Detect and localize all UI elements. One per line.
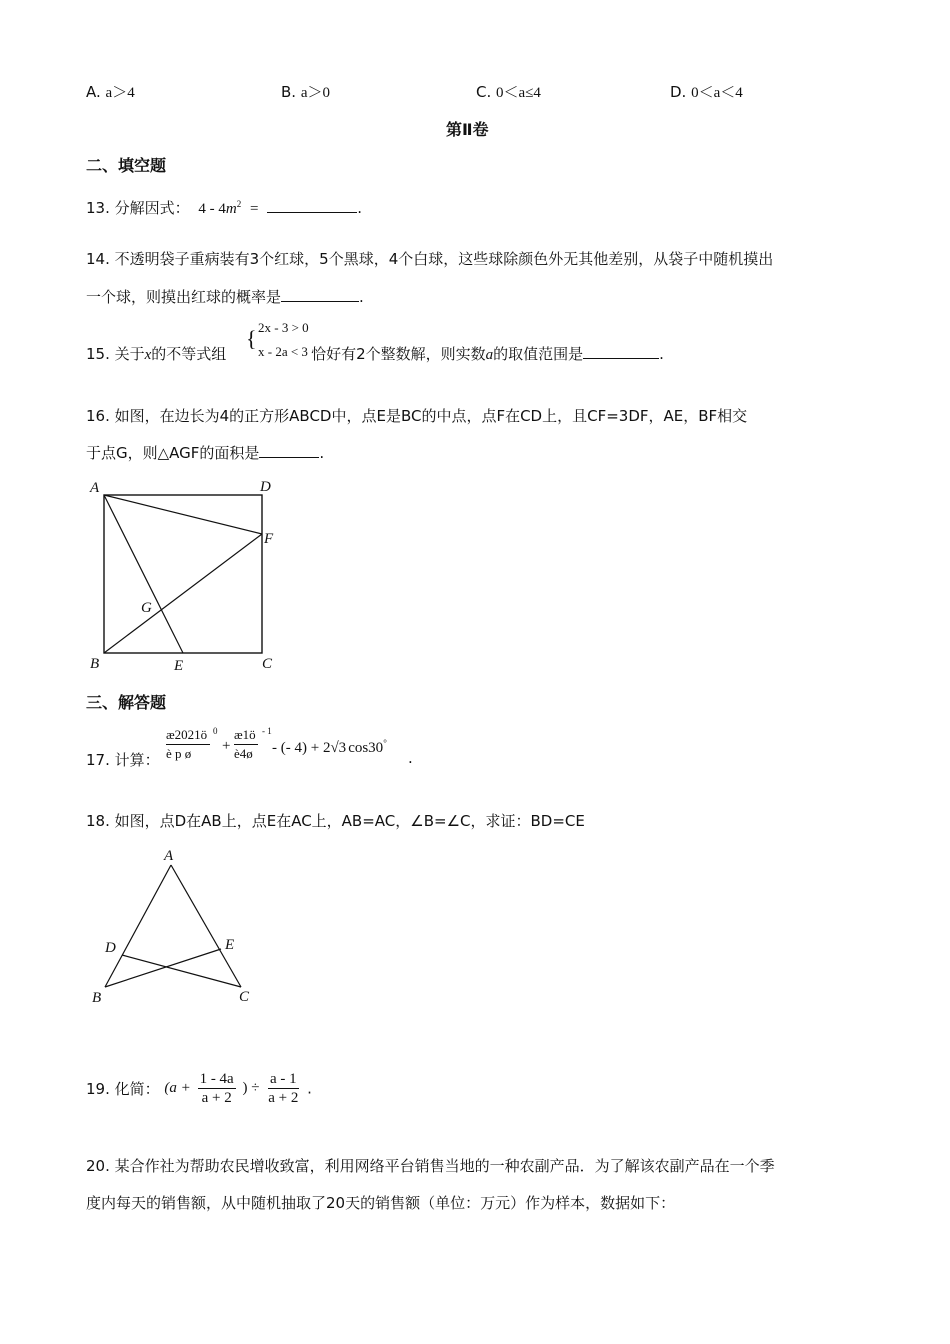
segment-ac [171,865,241,987]
question-14-line-1: 14. 不透明袋子重病装有3个红球，5个黑球，4个白球，这些球除颜色外无其他差别，从袋子中随机摸出 [86,250,774,268]
label-b: B [92,990,102,1006]
option-b: B. a＞0 [281,83,331,101]
option-b-expr: a＞0 [300,85,331,101]
inequality-15-2: x - 2a < 3 [258,344,308,359]
figure-16-square [80,472,290,677]
question-14-line-2: 一个球，则摸出红球的概率是 . [86,288,364,306]
term-17-rest: - (- 4) + 2√3 cos30° [272,738,387,756]
answer-blank-15 [583,344,659,359]
label-e: E [174,658,184,674]
option-d-expr: 0＜a＜4 [691,85,743,101]
segment-bf [104,534,262,653]
question-19: 19. 化简： (a + $\frac{1 - 4a}{a + 2}$ ) ÷ $\frac{a - 1}{a + 2}$ . [86,1071,312,1106]
label-g: G [141,600,152,616]
option-d: D. 0＜a＜4 [670,83,743,101]
question-16-line-1: 16. 如图，在边长为4的正方形ABCD中，点E是BC的中点，点F在CD上，且CF=3DF，AE，BF相交 [86,407,748,425]
term-17-2: æ1ö è4ø [234,728,258,761]
fraction-19-2: $\frac{a - 1}{a + 2}$ [268,1071,299,1106]
answer-blank-14 [281,287,359,302]
label-b: B [90,656,100,672]
brace-15: { [246,326,257,351]
label-a: A [164,848,174,864]
option-c: C. 0＜a≤4 [476,83,541,101]
section-fill-in-blank: 二、填空题 [86,156,167,175]
answer-blank-16 [259,443,319,458]
option-c-expr: 0＜a≤4 [496,85,541,101]
option-a-expr: a＞4 [105,85,135,101]
option-a: A. a＞4 [86,83,135,101]
label-c: C [262,656,273,672]
label-c: C [239,989,250,1005]
segment-af [104,495,262,534]
answer-blank-13 [267,198,357,213]
inequality-15-1: 2x - 3 > 0 [258,320,309,335]
label-f: F [264,531,274,547]
part-title: 第Ⅱ卷 [446,120,489,139]
segment-dc [122,955,241,987]
fraction-19-1: $\frac{1 - 4a}{a + 2}$ [199,1071,234,1106]
segment-ae [104,495,183,653]
question-16-line-2: 于点G，则△AGF的面积是 . [86,444,325,462]
figure-18-triangle [85,845,265,1010]
question-20-line-2: 度内每天的销售额，从中随机抽取了20天的销售额（单位：万元）作为样本，数据如下： [86,1194,676,1212]
square-abcd [104,495,262,653]
label-e: E [225,937,235,953]
term-17-1: æ2021ö è p ø [166,728,210,761]
label-d: D [105,940,116,956]
question-18: 18. 如图，点D在AB上，点E在AC上，AB=AC，∠B=∠C，求证：BD=CE [86,812,585,830]
label-a: A [90,480,100,496]
section-solutions: 三、解答题 [86,693,167,712]
question-13: 13. 分解因式： $4 - 4m^2$ = . [86,199,363,217]
label-d: D [260,479,271,495]
question-20-line-1: 20. 某合作社为帮助农民增收致富，利用网络平台销售当地的一种农副产品．为了解该农副产品在一个季 [86,1157,775,1175]
question-15: 15. 关于x的不等式组 恰好有2个整数解，则实数a的取值范围是 . [86,345,664,363]
question-17-label: 17. 计算： [86,751,160,769]
